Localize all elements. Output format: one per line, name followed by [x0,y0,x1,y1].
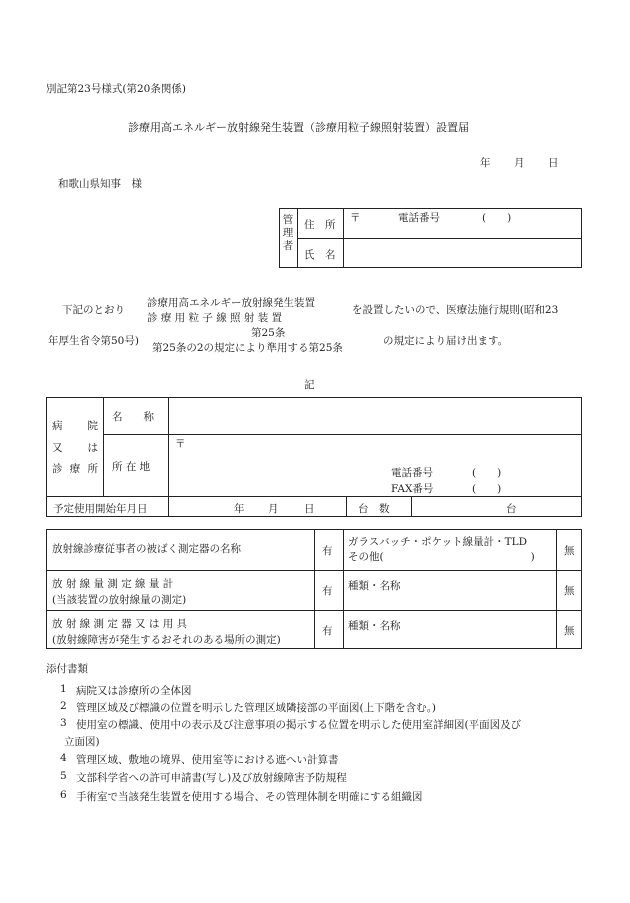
form-number-label: 別記第23号様式(第20条関係) [46,83,186,95]
manager-address-field[interactable] [345,225,580,237]
manager-name-field[interactable] [345,240,580,266]
addressee: 和歌山県知事 様 [58,178,142,190]
statement-middle: を設置したいので、医療法施行規則(昭和23 [352,304,559,316]
date-day-label: 日 [548,157,559,169]
measurement-yes-3: 有 [322,625,333,637]
attachment-text: 使用室の標識、使用中の表示及び注意事項の掲示する位置を明示した使用室詳細図(平面図及び [76,719,522,731]
manager-postal-mark: 〒 [350,212,361,224]
facility-postal-mark: 〒 [175,438,186,450]
facility-fax-parens: ( ) [472,483,502,495]
facility-location-label: 所 在 地 [112,461,151,473]
char: 療 [69,463,81,475]
measurement-item-1: 放射線診療従事者の被ばく測定器の名称 [52,543,241,555]
attachment-num: 6 [60,789,67,801]
date-month-label: 月 [514,157,525,169]
manager-label: 管理者 [282,214,294,252]
ki-heading: 記 [304,379,315,391]
statement-intro: 下記のとおり [62,304,125,316]
measurement-item-sub-3: (放射線障害が発生するおそれのある場所の測定) [52,634,281,646]
measurement-item-3: 放 射 線 測 定 器 又 は 用 具 [52,618,188,630]
device-count-label: 台 数 [358,503,390,515]
facility-group-row2 [52,440,98,455]
char: 院 [87,420,98,432]
char: 病 [52,420,63,432]
attachment-text: 文部科学省への許可申請書(写し)及び放射線障害予防規程 [76,772,347,784]
attachment-num: 3 [60,717,67,729]
device-option-2: 診 療 用 粒 子 線 照 射 装 置 [147,312,283,324]
facility-fax-label: FAX番号 [391,483,434,495]
statement-end: の規定により届け出ます。 [383,335,509,347]
attachment-num: 1 [60,683,67,695]
measurement-item-2: 放 射 線 量 測 定 線 量 計 [52,578,174,590]
attachment-text: 管理区域及び標識の位置を明示した管理区域隣接部の平面図(上下階を含む。) [76,702,436,714]
facility-group-row1 [52,418,98,433]
char: 又 [52,442,63,454]
document-title: 診療用高エネルギー放射線発生装置（診療用粒子線照射装置）設置届 [128,121,469,134]
facility-group-row3 [52,461,98,476]
measurement-no-2: 無 [564,585,575,597]
start-date-label: 予定使用開始年月日 [53,503,148,515]
start-month-label: 月 [268,503,279,515]
article-option-2: 第25条の2の規定により準用する第25条 [152,342,343,354]
attachment-text: 管理区域、敷地の境界、使用室等における遮へい計算書 [76,754,339,766]
device-count-unit: 台 [506,503,517,515]
measurement-detail-sub-1: その他( ) [348,551,535,563]
measurement-detail-1: ガラスバッチ・ポケット線量計・TLD [348,536,528,548]
char: は [87,442,98,454]
attachment-text-cont: 立面図) [64,736,100,748]
device-option-1: 診療用高エネルギー放射線発生装置 [147,297,315,309]
facility-location-field[interactable] [190,436,380,494]
measurement-detail-3: 種類・名称 [348,620,401,632]
attachment-text: 手術室で当該発生装置を使用する場合、その管理体制を明確にする組織図 [76,791,423,803]
char: 所 [87,463,98,475]
attachment-num: 4 [60,752,67,764]
char: 診 [52,463,63,475]
manager-name-label: 氏 名 [304,249,336,261]
facility-name-field[interactable] [170,399,580,433]
manager-phone-label: 電話番号 [398,212,440,224]
manager-phone-parens: ( ) [482,212,512,224]
facility-phone-label: 電話番号 [391,467,433,479]
manager-address-label: 住 所 [304,219,336,231]
measurement-item-sub-2: (当該装置の放射線量の測定) [52,594,187,606]
attachments-heading: 添付書類 [46,663,88,675]
date-year-label: 年 [480,157,491,169]
measurement-no-3: 無 [564,625,575,637]
article-option-1: 第25条 [251,327,286,339]
measurement-no-1: 無 [564,545,575,557]
measurement-yes-2: 有 [322,585,333,597]
facility-phone-parens: ( ) [472,467,502,479]
attachment-text: 病院又は診療所の全体図 [76,685,192,697]
attachment-num: 2 [60,700,67,712]
measurement-yes-1: 有 [322,545,333,557]
start-year-label: 年 [234,503,245,515]
statement-ordinance: 年厚生省令第50号) [48,335,139,347]
measurement-detail-2: 種類・名称 [348,580,401,592]
facility-name-label: 名 称 [112,411,154,423]
start-day-label: 日 [304,503,315,515]
attachment-num: 5 [60,770,67,782]
